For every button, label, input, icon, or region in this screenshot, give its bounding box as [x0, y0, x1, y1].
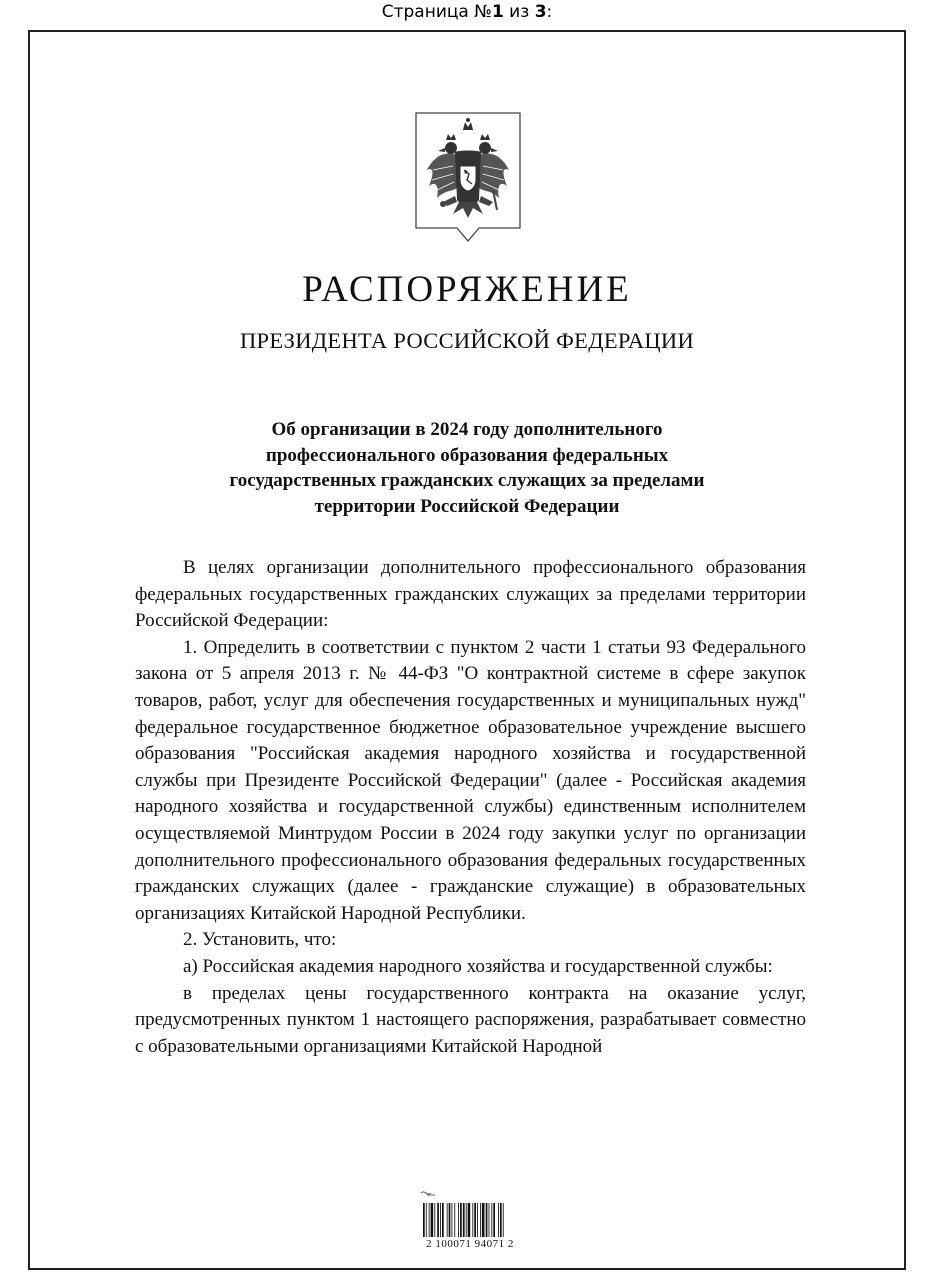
page-counter	[0, 0, 934, 26]
document-page	[28, 30, 906, 1270]
heading-line: государственных гражданских служащих за пределами	[229, 470, 705, 491]
paragraph-item-1: 1. Определить в соответствии с пунктом 2 части 1 статьи 93 Федерального закона от 5 апреля 2013 г. № 44-ФЗ "О контрактной системе в сфере закупок товаров, работ, услуг для обеспечения государственных и муниципальных нужд" федеральное государственное бюджетное образовательное учреждение высшего образования "Российская академия народного хозяйства и государственной службы при Президенте Российской Федерации" (далее - Российская академия народного хозяйства и государственной службы) единственным исполнителем осуществляемой Минтрудом России в 2024 году закупки услуг по организации дополнительного профессионального образования федеральных государственных гражданских служащих (далее - гражданские служащие) в образовательных организациях Китайской Народной Республики.	[135, 636, 806, 924]
paragraph-item-2a-text: в пределах цены государственного контракта на оказание услуг, предусмотренных пунктом 1 настоящего распоряжения, разрабатывает совместно с образовательными организациями Китайской Народной	[135, 982, 806, 1057]
document-subtitle: ПРЕЗИДЕНТА РОССИЙСКОЙ ФЕДЕРАЦИИ	[239, 328, 695, 353]
paragraph-preamble: В целях организации дополнительного профессионального образования федеральных государственных гражданских служащих за пределами территории Российской Федерации:	[135, 557, 806, 632]
heading-line: Об организации в 2024 году дополнительного	[271, 419, 663, 440]
current-page-number: 1	[491, 2, 504, 22]
heading-line: профессионального образования федеральных	[265, 444, 669, 466]
page-counter-middle: из	[503, 2, 535, 22]
document-body	[135, 555, 806, 1060]
document-heading	[30, 417, 904, 519]
page-counter-prefix: Страница №	[381, 2, 492, 22]
total-pages-number: 3	[534, 2, 547, 22]
page-counter-suffix: :	[546, 2, 553, 22]
coat-of-arms-icon	[413, 110, 523, 245]
barcode-number: 2 100071 94071 2	[426, 1238, 514, 1250]
heading-line: территории Российской Федерации	[314, 495, 620, 517]
document-title: РАСПОРЯЖЕНИЕ	[302, 269, 632, 310]
paragraph-item-2: 2. Установить, что:	[183, 929, 337, 951]
paragraph-item-2a: а) Российская академия народного хозяйства и государственной службы:	[183, 955, 773, 977]
